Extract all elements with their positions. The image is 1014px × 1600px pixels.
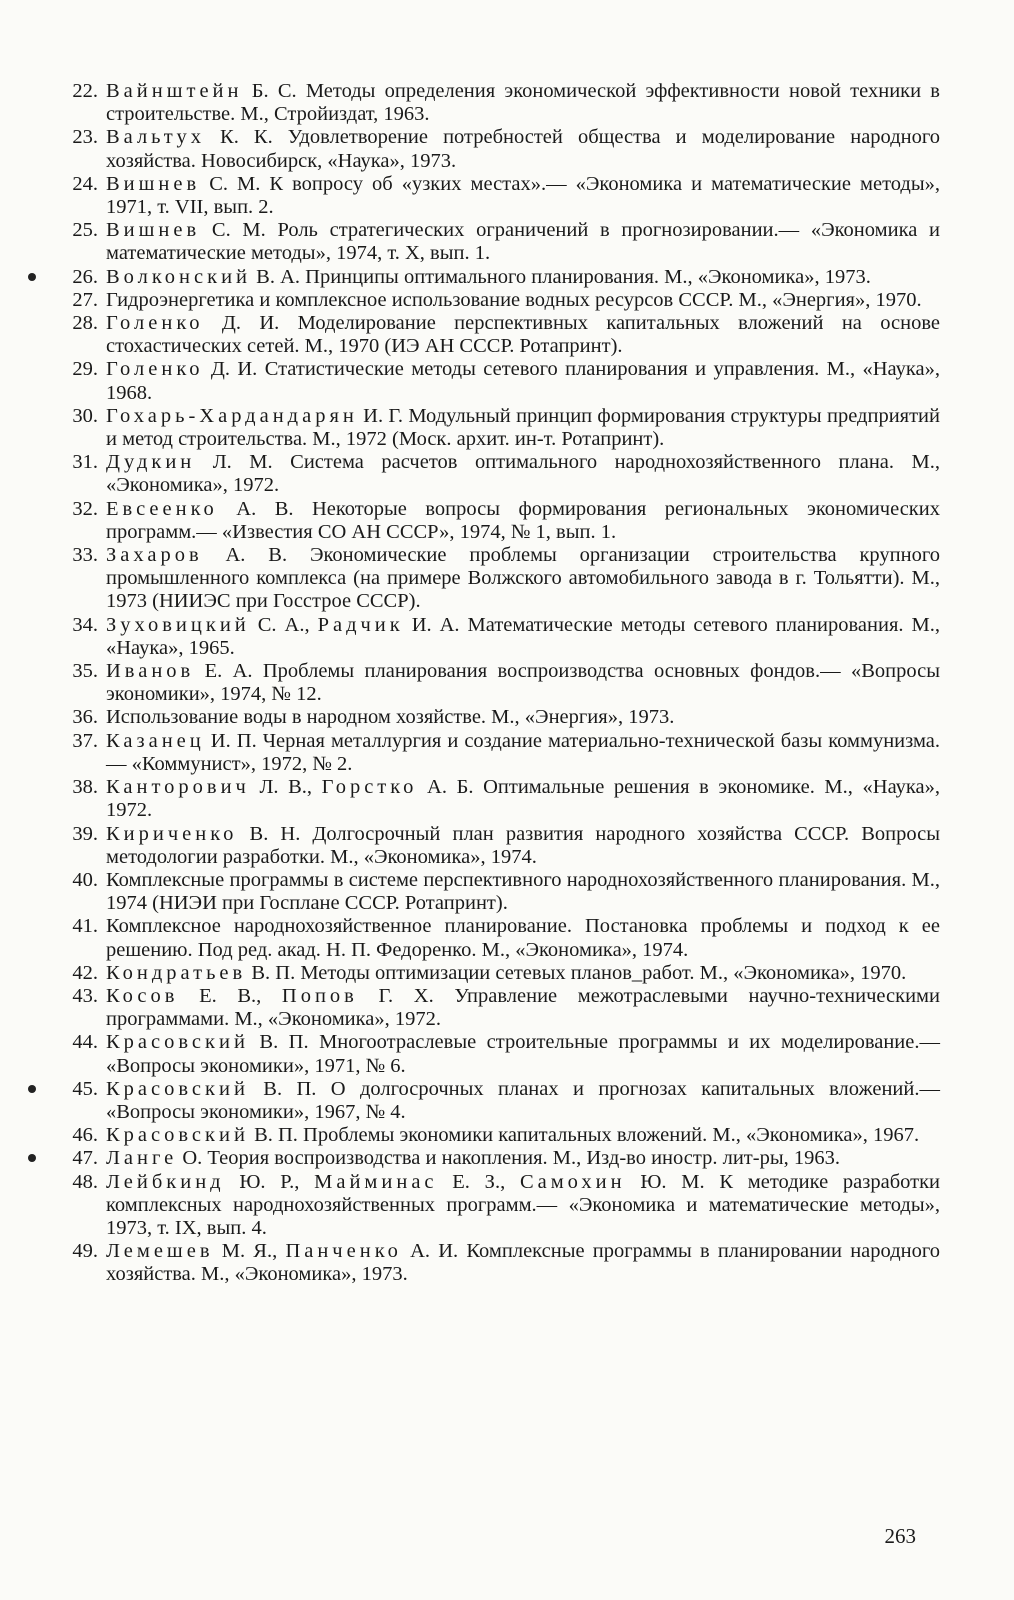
reference-entry <box>60 706 940 729</box>
reference-text: Е. А. Проблемы планирования воспроизводства основных фондов.— «Вопросы экономики», 1974, № 12. <box>106 660 940 706</box>
reference-text: Д. И. Моделирование перспективных капитальных вложений на основе стохастических сетей. М., 1970 (ИЭ АН СССР. Ротапринт). <box>106 312 940 358</box>
reference-author: Захаров <box>106 544 203 567</box>
reference-number: 27. <box>72 288 98 311</box>
reference-text: В. П. Методы оптимизации сетевых планов_работ. М., «Экономика», 1970. <box>246 961 907 984</box>
reference-author: Евсеенко <box>106 497 218 520</box>
reference-entry <box>60 1124 940 1147</box>
reference-number: 33. <box>72 544 98 567</box>
reference-number: 26. <box>72 265 98 288</box>
reference-text: И. Г. Модульный принцип формирования структуры предприятий и метод строительства. М., 1972 (Моск. архит. ин-т. Ротапринт). <box>106 404 940 451</box>
reference-author: Вальтух <box>106 126 205 149</box>
reference-author: Вайнштейн <box>106 80 243 102</box>
reference-author: Иванов <box>106 660 195 683</box>
reference-entry <box>60 1147 940 1170</box>
reference-author: Голенко <box>106 312 204 335</box>
reference-number: 32. <box>72 497 98 520</box>
reference-text: А. Б. Оптимальные решения в экономике. М., «Наука», 1972. <box>106 776 941 822</box>
page-number: 263 <box>884 1524 916 1548</box>
reference-text: С. М. Роль стратегических ограничений в прогнозировании.— «Экономика и математические методы», 1974, т. X, вып. 1. <box>106 219 940 265</box>
reference-author: Волконский <box>106 265 252 288</box>
reference-text: Г. Х. Управление межотраслевыми научно-техническими программами. М., «Экономика», 1972. <box>106 984 940 1031</box>
reference-text: С. А., <box>249 613 318 636</box>
reference-number: 28. <box>72 312 98 335</box>
reference-number: 34. <box>72 613 98 636</box>
reference-author: Канторович <box>106 776 250 799</box>
reference-text: О. Теория воспроизводства и накопления. М., Изд-во иностр. лит-ры, 1963. <box>177 1147 840 1170</box>
reference-entry <box>60 498 940 544</box>
reference-text: Л. В., <box>249 776 322 799</box>
reference-author: Голенко <box>106 358 204 381</box>
reference-entry <box>60 80 940 126</box>
reference-author: Красовский <box>106 1031 249 1054</box>
reference-author: Лейбкинд <box>106 1170 225 1193</box>
reference-text: В. А. Принципы оптимального планирования. М., «Экономика», 1973. <box>251 265 871 288</box>
reference-list <box>60 80 940 1287</box>
reference-author: Самохин <box>519 1170 626 1193</box>
reference-entry <box>60 985 940 1031</box>
reference-author: Радчик <box>317 613 404 636</box>
reference-author: Вишнев <box>106 219 201 242</box>
reference-author: Красовский <box>106 1124 249 1147</box>
reference-text: Д. И. Статистические методы сетевого планирования и управления. М., «Наука», 1968. <box>106 358 940 404</box>
reference-text: Ю. М. К методике разработки комплексных народнохозяйственных программ.— «Экономика и математические методы», 1973, т. IX, вып. 4. <box>106 1170 941 1239</box>
reference-entry <box>60 289 940 312</box>
reference-entry <box>60 614 940 660</box>
reference-text: И. П. Черная металлургия и создание материально-технической базы коммунизма.— «Коммунист», 1972, № 2. <box>106 729 940 775</box>
reference-entry <box>60 451 940 497</box>
reference-entry <box>60 962 940 985</box>
reference-text: В. П. Проблемы экономики капитальных вложений. М., «Экономика», 1967. <box>248 1124 920 1147</box>
reference-text: Ю. Р., <box>224 1170 315 1193</box>
reference-author: Гохарь-Хардандарян <box>106 404 358 427</box>
reference-entry <box>60 1031 940 1077</box>
reference-entry <box>60 915 940 961</box>
reference-number: 35. <box>72 660 98 683</box>
reference-number: 36. <box>72 706 98 729</box>
reference-number: 25. <box>72 219 98 242</box>
reference-text: К. К. Удовлетворение потребностей общества и моделирование народного хозяйства. Новосибирск, «Наука», 1973. <box>106 126 940 172</box>
reference-text: Л. М. Система расчетов оптимального народнохозяйственного плана. М., «Экономика», 1972. <box>106 451 940 497</box>
reference-author: Вишнев <box>106 172 201 195</box>
margin-mark-icon <box>28 1154 36 1162</box>
reference-number: 40. <box>72 868 98 891</box>
reference-author: Попов <box>281 984 358 1007</box>
reference-text: В. Н. Долгосрочный план развития народного хозяйства СССР. Вопросы методологии разработки. М., «Экономика», 1974. <box>106 822 940 868</box>
reference-text: А. В. Некоторые вопросы формирования региональных экономических программ.— «Известия СО АН СССР», 1974, № 1, вып. 1. <box>106 497 940 543</box>
reference-number: 42. <box>72 961 98 984</box>
reference-number: 31. <box>72 451 98 474</box>
reference-author: Косов <box>106 984 179 1007</box>
reference-number: 44. <box>72 1031 98 1054</box>
reference-text: Е. В., <box>178 984 282 1007</box>
margin-mark-icon <box>28 1085 36 1093</box>
reference-entry <box>60 1078 940 1124</box>
reference-text: Комплексные программы в системе перспективного народнохозяйственного планирования. М., 1974 (НИЭИ при Госплане СССР. Ротапринт). <box>106 868 940 915</box>
reference-author: Ланге <box>106 1147 178 1170</box>
reference-number: 41. <box>72 915 98 938</box>
reference-text: Комплексное народнохозяйственное планирование. Постановка проблемы и подход к ее решению. Под ред. акад. Н. П. Федоренко. М., «Экономика», 1974. <box>106 915 940 961</box>
reference-number: 48. <box>72 1170 98 1193</box>
reference-text: Б. С. Методы определения экономической эффективности новой техники в строительстве. М., Стройиздат, 1963. <box>106 80 940 126</box>
reference-text: Гидроэнергетика и комплексное использование водных ресурсов СССР. М., «Энергия», 1970. <box>106 288 922 311</box>
reference-entry <box>60 660 940 706</box>
reference-number: 49. <box>72 1240 98 1263</box>
reference-entry <box>60 1171 940 1241</box>
reference-entry <box>60 405 940 451</box>
reference-author: Кондратьев <box>106 961 247 984</box>
reference-number: 29. <box>72 358 98 381</box>
reference-text: Использование воды в народном хозяйстве. М., «Энергия», 1973. <box>106 706 675 729</box>
reference-author: Зуховицкий <box>106 613 250 636</box>
reference-number: 23. <box>72 126 98 149</box>
reference-text: А. В. Экономические проблемы организации строительства крупного промышленного комплекса (на примере Волжского автомобильного завода в г. Тольятти). М., 1973 (НИИЭС при Госстрое СССР). <box>106 544 940 613</box>
reference-author: Дудкин <box>106 451 196 474</box>
margin-mark-icon <box>28 273 36 281</box>
reference-author: Лемешев <box>106 1240 214 1263</box>
reference-entry <box>60 776 940 822</box>
reference-author: Горстко <box>321 776 418 799</box>
reference-number: 45. <box>72 1077 98 1100</box>
reference-author: Майминас <box>314 1170 438 1193</box>
reference-author: Казанец <box>106 729 205 752</box>
reference-entry <box>60 126 940 172</box>
reference-text: В. П. О долгосрочных планах и прогнозах капитальных вложений.— «Вопросы экономики», 1967, № 4. <box>106 1077 940 1123</box>
reference-entry <box>60 173 940 219</box>
reference-author: Панченко <box>285 1240 402 1263</box>
reference-entry <box>60 869 940 915</box>
reference-number: 30. <box>72 404 98 427</box>
reference-author: Кириченко <box>106 822 238 845</box>
reference-entry <box>60 219 940 265</box>
reference-number: 39. <box>72 822 98 845</box>
reference-entry <box>60 358 940 404</box>
reference-text: В. П. Многоотраслевые строительные программы и их моделирование.— «Вопросы экономики», 1971, № 6. <box>106 1031 940 1077</box>
reference-number: 38. <box>72 776 98 799</box>
reference-text: И. А. Математические методы сетевого планирования. М., «Наука», 1965. <box>106 613 940 659</box>
reference-number: 37. <box>72 729 98 752</box>
reference-number: 47. <box>72 1147 98 1170</box>
reference-number: 22. <box>72 80 98 102</box>
reference-entry <box>60 312 940 358</box>
reference-number: 24. <box>72 172 98 195</box>
reference-entry <box>60 823 940 869</box>
reference-text: А. И. Комплексные программы в планировании народного хозяйства. М., «Экономика», 1973. <box>106 1240 940 1286</box>
reference-entry <box>60 266 940 289</box>
reference-author: Красовский <box>106 1077 249 1100</box>
reference-text: Е. З., <box>437 1170 520 1193</box>
reference-number: 46. <box>72 1124 98 1147</box>
reference-number: 43. <box>72 984 98 1007</box>
reference-entry <box>60 730 940 776</box>
reference-text: М. Я., <box>213 1240 286 1263</box>
reference-entry <box>60 1240 940 1286</box>
reference-text: С. М. К вопросу об «узких местах».— «Экономика и математические методы», 1971, т. VII, вып. 2. <box>106 172 940 219</box>
reference-entry <box>60 544 940 614</box>
